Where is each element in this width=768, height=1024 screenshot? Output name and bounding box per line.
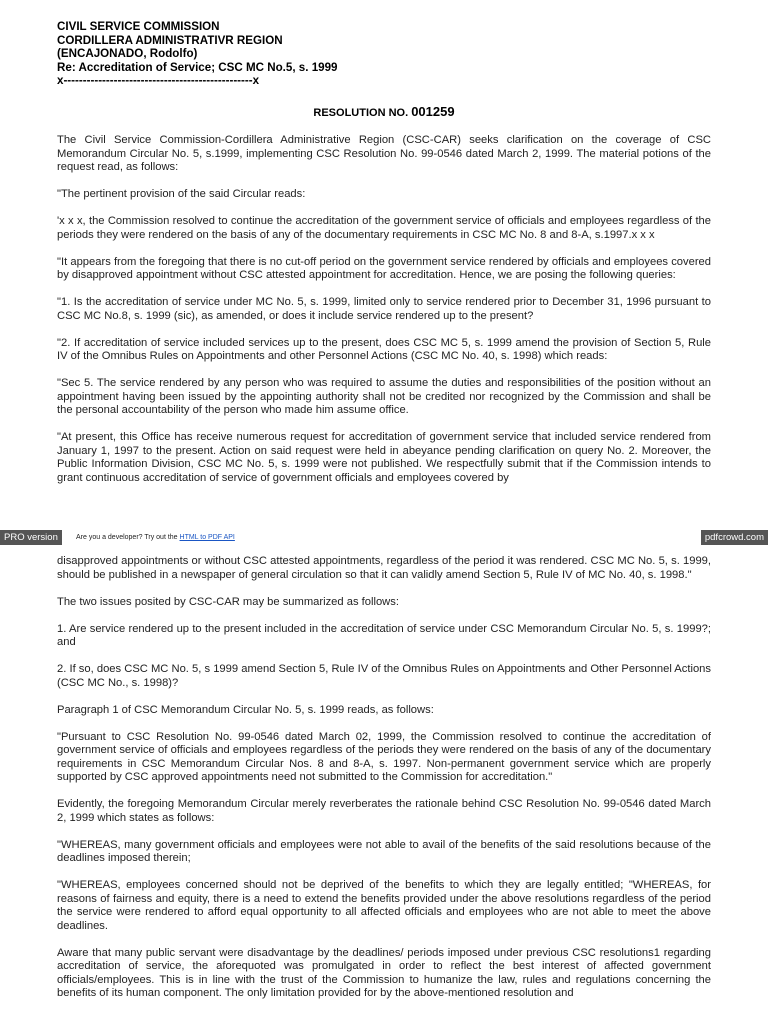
- paragraph: 1. Are service rendered up to the present included in the accreditation of service under CSC Memorandum Circular No. 5, s. 1999?; and: [57, 622, 711, 648]
- paragraph: "It appears from the foregoing that there is no cut-off period on the government service rendered by officials and employees covered by disapproved appointment without CSC attested appointment for accreditation. Hence, we are posing the following queries:: [57, 255, 711, 281]
- paragraph: Evidently, the foregoing Memorandum Circular merely reverberates the rationale behind CSC Resolution No. 99-0546 dated March 2, 1999 which states as follows:: [57, 798, 711, 824]
- header-line-subject: Re: Accreditation of Service; CSC MC No.5, s. 1999: [57, 60, 338, 74]
- header-line-name: (ENCAJONADO, Rodolfo): [57, 47, 198, 60]
- paragraph: 'x x x, the Commission resolved to continue the accreditation of the government service of officials and employees regardless of the periods they were rendered on the basis of any of the documentary requirements in CSC MC No. 8 and 8-A, s.1997.x x x: [57, 215, 711, 241]
- paragraph: Aware that many public servant were disadvantage by the deadlines/ periods imposed under previous CSC resolutions1 regarding accreditation of service, the aforequoted was promulgated in order to reflect the best interest of affected government officials/employees. This is in line with the trust of the Commission to humanize the law, rules and regulations concerning the benefits of its human component. The only limitation provided for by the above-mentioned resolution and: [57, 946, 711, 999]
- page-2: [0, 545, 768, 1024]
- document-header: [57, 20, 337, 88]
- header-line-region: CORDILLERA ADMINISTRATIVR REGION: [57, 33, 283, 47]
- paragraph: "WHEREAS, employees concerned should not be deprived of the benefits to which they are legally entitled; "WHEREAS, for reasons of fairness and equity, there is a need to extend the benefits provided under the above resolutions regardless of the period the service were rendered to afford equal opportunity to all affected officials and employees who are not able to meet the above deadlines.: [57, 879, 711, 932]
- resolution-number: 001259: [411, 104, 455, 119]
- pdfcrowd-link[interactable]: pdfcrowd.com: [701, 530, 768, 545]
- developer-note-text: Are you a developer? Try out the: [76, 534, 178, 541]
- paragraph: The Civil Service Commission-Cordillera Administrative Region (CSC-CAR) seeks clarification on the coverage of CSC Memorandum Circular No. 5, s.1999, implementing CSC Resolution No. 99-0546 dated March 2, 1999. The material potions of the request read, as follows:: [57, 134, 711, 173]
- paragraph: disapproved appointments or without CSC attested appointments, regardless of the period it was rendered. CSC MC No. 5, s. 1999, should be published in a newspaper of general circulation so that it can validly amend Section 5, Rule IV of MC No. 40, s. 1998.": [57, 555, 711, 581]
- paragraph: "At present, this Office has receive numerous request for accreditation of government service that included service rendered from January 1, 1997 to the present. Action on said request were held in abeyance pending clarification on query No. 2. Moreover, the Public Information Division, CSC MC No. 5, s. 1999 were not published. We respectfully submit that if the Commission intends to grant continuous accreditation of service of government officials and employees covered by: [57, 431, 711, 484]
- header-divider: x-------------------------------------------------x: [57, 74, 260, 87]
- paragraph: The two issues posited by CSC-CAR may be summarized as follows:: [57, 595, 399, 608]
- page-1-body: [57, 134, 711, 499]
- html-to-pdf-api-link[interactable]: HTML to PDF API: [179, 534, 235, 541]
- paragraph: "Sec 5. The service rendered by any person who was required to assume the duties and responsibilities of the position without an appointment having been issued by the appointing authority shall not be credited nor recognized by the Commission and shall be the personal accountability of the person who made him assume office.: [57, 377, 711, 416]
- header-line-commission: CIVIL SERVICE COMMISSION: [57, 20, 220, 33]
- paragraph: 2. If so, does CSC MC No. 5, s 1999 amend Section 5, Rule IV of the Omnibus Rules on Appointments and Other Personnel Actions (CSC MC No., s. 1998)?: [57, 663, 711, 689]
- paragraph: Paragraph 1 of CSC Memorandum Circular No. 5, s. 1999 reads, as follows:: [57, 703, 434, 716]
- paragraph: "2. If accreditation of service included services up to the present, does CSC MC 5, s. 1999 amend the provision of Section 5, Rule IV of the Omnibus Rules on Appointments and other Personnel Actions (CSC MC No. 40, s. 1998) which reads:: [57, 336, 711, 362]
- pro-version-bar: [0, 530, 768, 545]
- paragraph: "1. Is the accreditation of service under MC No. 5, s. 1999, limited only to service rendered prior to December 31, 1996 pursuant to CSC MC No.8, s. 1999 (sic), as amended, or does it include service rendered up to the present?: [57, 296, 711, 322]
- paragraph: "The pertinent provision of the said Circular reads:: [57, 188, 306, 200]
- resolution-title-prefix: RESOLUTION NO.: [313, 107, 409, 119]
- resolution-title: [0, 104, 768, 119]
- page-2-body: [57, 555, 711, 1014]
- paragraph: "Pursuant to CSC Resolution No. 99-0546 dated March 02, 1999, the Commission resolved to continue the accreditation of government service of officials and employees regardless of the periods they were rendered on the basis of any of the documentary requirements in CSC Memorandum Circular Nos. 8 and 8-A, s. 1997. Non-permanent government service which are properly supported by CSC approved appointments need not submitted to the Commission for accreditation.": [57, 730, 711, 783]
- paragraph: "WHEREAS, many government officials and employees were not able to avail of the benefits of the said resolutions because of the deadlines imposed therein;: [57, 838, 711, 864]
- pro-version-badge: PRO version: [0, 530, 62, 545]
- developer-note: [76, 530, 235, 545]
